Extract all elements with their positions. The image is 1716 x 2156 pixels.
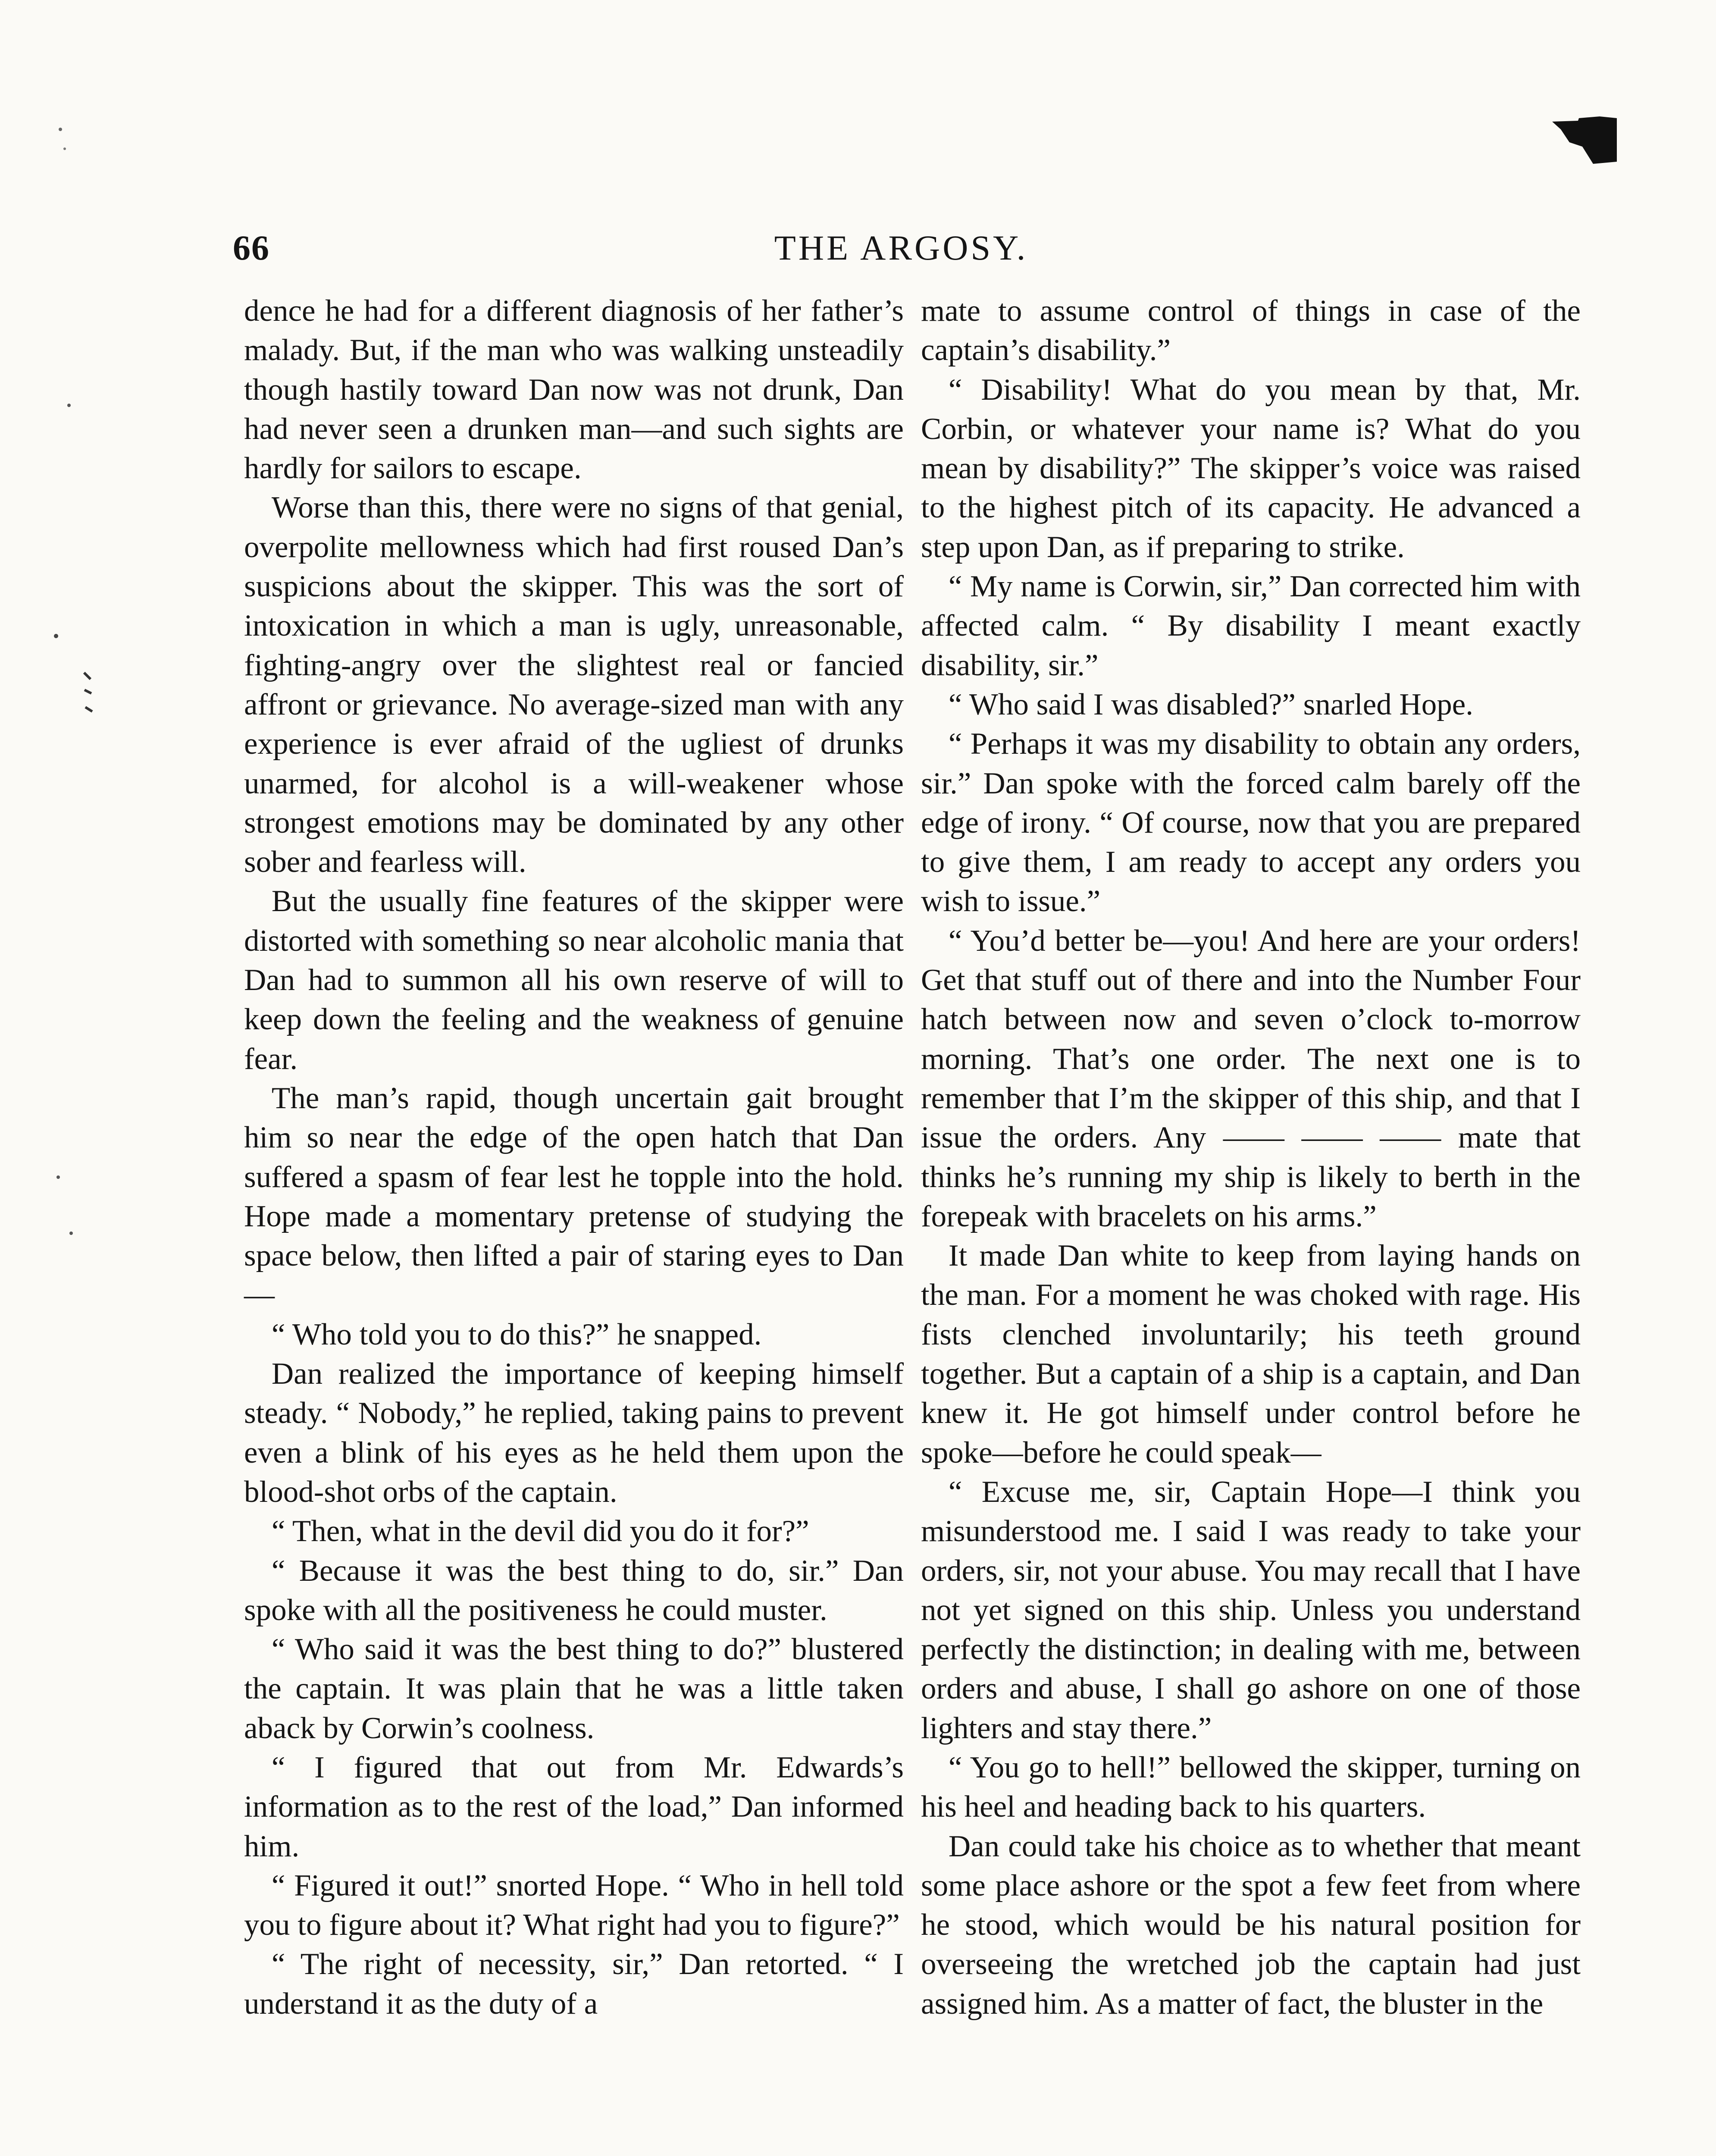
paragraph: Worse than this, there were no signs of that genial, overpolite mellowness which had first roused Dan’s suspicions about the skipper. This was the sort of intoxication in which a man is ugly, unreasonable, fighting-angry over the slightest real or fancied affront or grievance. No average-sized man with any experience is ever afraid of the ugliest of drunks unarmed, for alcohol is a will-weakener whose strongest emotions may be dominated by any other sober and fearless will. xyxy=(244,491,904,879)
paragraph: “ Who said it was the best thing to do?” blustered the captain. It was plain that he was a little taken aback by Corwin’s coolness. xyxy=(244,1633,904,1745)
paragraph: “ Excuse me, sir, Captain Hope—I think you misunderstood me. I said I was ready to take your orders, sir, not your abuse. You may recall that I have not yet signed on this ship. Unless you understand perfectly the distinction; in dealing with me, between orders and abuse, I shall go ashore on one of those lighters and stay there.” xyxy=(921,1475,1581,1745)
margin-specks xyxy=(0,0,95,2156)
paragraph: “ Who said I was disabled?” snarled Hope. xyxy=(948,687,1474,721)
paragraph: mate to assume control of things in case of the captain’s disability.” xyxy=(921,294,1581,367)
print-corner-mark xyxy=(1552,116,1617,164)
paragraph: “ Perhaps it was my disability to obtain any orders, sir.” Dan spoke with the forced calm barely off the edge of irony. “ Of course, now that you are prepared to give them, I am ready to accept any orders you wish to issue.” xyxy=(921,727,1581,918)
paragraph: “ Because it was the best thing to do, sir.” Dan spoke with all the positiveness he could muster. xyxy=(244,1554,904,1627)
paragraph: The man’s rapid, though uncertain gait brought him so near the edge of the open hatch that Dan suffered a spasm of fear lest he topple into the hold. Hope made a momentary pretense of studying the space below, then lifted a pair of staring eyes to Dan— xyxy=(244,1081,904,1312)
paragraph: “ Figured it out!” snorted Hope. “ Who in hell told you to figure about it? What right had you to figure?” xyxy=(244,1868,904,1942)
paragraph: But the usually fine features of the skipper were distorted with something so near alcoholic mania that Dan had to summon all his own reserve of will to keep down the feeling and the weakness of genuine fear. xyxy=(244,884,904,1076)
right-column xyxy=(921,291,1581,2156)
paragraph: “ My name is Corwin, sir,” Dan corrected him with affected calm. “ By disability I meant exactly disability, sir.” xyxy=(921,570,1581,682)
paragraph: “ You go to hell!” bellowed the skipper, turning on his heel and heading back to his quarters. xyxy=(921,1750,1581,1824)
paragraph: “ Who told you to do this?” he snapped. xyxy=(271,1317,762,1351)
paragraph: “ Disability! What do you mean by that, Mr. Corbin, or whatever your name is? What do you mean by disability?” The skipper’s voice was raised to the highest pitch of its capacity. He advanced a step upon Dan, as if preparing to strike. xyxy=(921,373,1581,564)
left-column xyxy=(244,291,904,2156)
paragraph: “ I figured that out from Mr. Edwards’s information as to the rest of the load,” Dan informed him. xyxy=(244,1750,904,1863)
paragraph: “ The right of necessity, sir,” Dan retorted. “ I understand it as the duty of a xyxy=(244,1947,904,2021)
paragraph: dence he had for a different diagnosis of her father’s malady. But, if the man who was walking unsteadily though hastily toward Dan now was not drunk, Dan had never seen a drunken man—and such sights are hardly for sailors to escape. xyxy=(244,294,904,486)
running-title: THE ARGOSY. xyxy=(774,228,1028,267)
page-header xyxy=(233,228,1569,275)
paragraph: “ Then, what in the devil did you do it for?” xyxy=(271,1514,809,1548)
paragraph: Dan realized the importance of keeping himself steady. “ Nobody,” he replied, taking pains to prevent even a blink of his eyes as he held them upon the blood-shot orbs of the captain. xyxy=(244,1357,904,1509)
paragraph: “ You’d better be—you! And here are your orders! Get that stuff out of there and into the Number Four hatch between now and seven o’clock to-morrow morning. That’s one order. The next one is to remember that I’m the skipper of this ship, and that I issue the orders. Any —— —— —— mate that thinks he’s running my ship is likely to berth in the forepeak with bracelets on his arms.” xyxy=(921,924,1581,1233)
paragraph: It made Dan white to keep from laying hands on the man. For a moment he was choked with rage. His fists clenched involuntarily; his teeth ground together. But a captain of a ship is a captain, and Dan knew it. He got himself under control before he spoke—before he could speak— xyxy=(921,1239,1581,1470)
paragraph: Dan could take his choice as to whether that meant some place ashore or the spot a few feet from where he stood, which would be his natural position for overseeing the wretched job the captain had just assigned him. As a matter of fact, the bluster in the xyxy=(921,1829,1581,2021)
page-number: 66 xyxy=(233,228,270,267)
